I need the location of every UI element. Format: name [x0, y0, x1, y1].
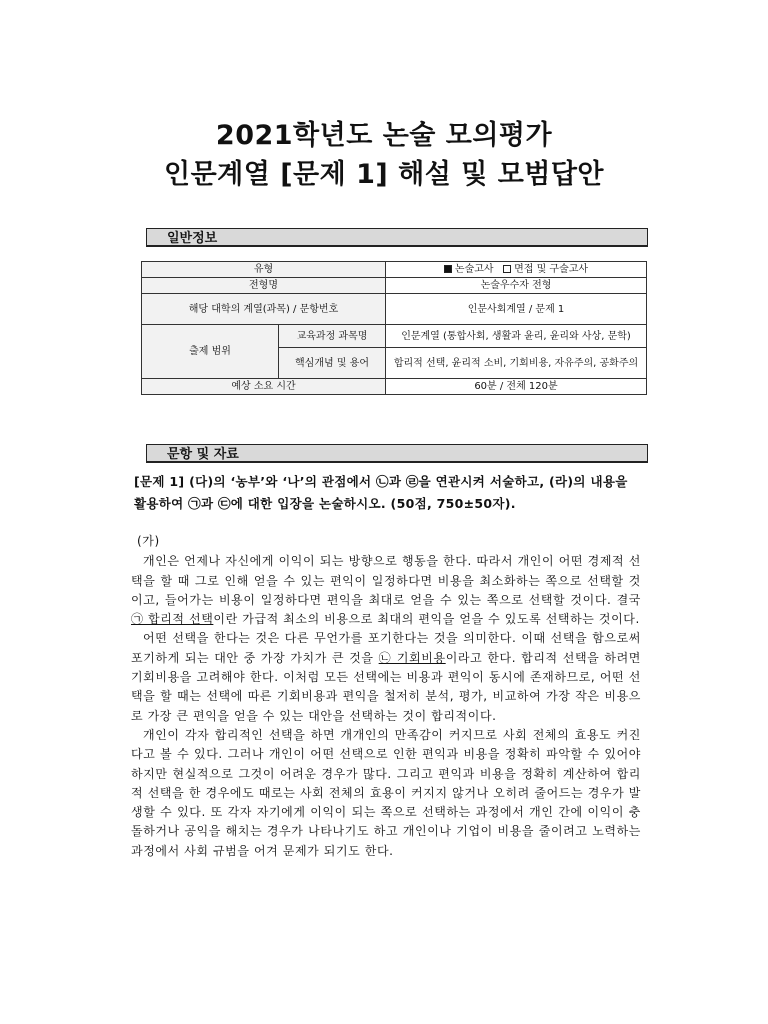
subject-label: 교육과정 과목명: [279, 325, 386, 348]
question-text: [문제 1] (다)의 ‘농부’와 ‘나’의 관점에서 ㉡과 ㉣을 연관시켜 서술하고, (라)의 내용을 활용하여 ㉠과 ㉢에 대한 입장을 논술하시오. (50점, 750±50자).: [134, 474, 628, 511]
paragraph-text: 개인은 언제나 자신에게 이익이 되는 방향으로 행동을 한다. 따라서 개인이 어떤 경제적 선택을 할 때 그로 인해 얻을 수 있는 편익이 일정하다면 비용을 최소화하는 쪽으로 선택할 것이고, 들어가는 비용이 일정하다면 편익을 최대로 얻을 수 있는 쪽으로 선택할 것이다. 결국: [131, 554, 641, 607]
concept-value: 합리적 선택, 윤리적 소비, 기회비용, 자유주의, 공화주의: [386, 348, 647, 379]
selection-label: 전형명: [142, 278, 386, 294]
section-header-general-info: 일반정보: [146, 228, 648, 247]
table-row: [142, 294, 647, 325]
passage-paragraph: [131, 552, 641, 629]
underlined-term-opportunity-cost: ㉡ 기회비용: [378, 650, 446, 665]
paragraph-text: 이란 가급적 최소의 비용으로 최대의 편익을 얻을 수 있도록 선택하는 것이다.: [213, 612, 640, 627]
concept-label: 핵심개념 및 용어: [279, 348, 386, 379]
unchecked-box-icon: [503, 265, 511, 273]
passage-paragraph: 개인이 각자 합리적인 선택을 하면 개개인의 만족감이 커지므로 사회 전체의 효용도 커진다고 볼 수 있다. 그러나 개인이 어떤 선택으로 인한 편익과 비용을 정확히 파악할 수 있어야 하지만 현실적으로 그것이 어려운 경우가 많다. 그리고 편익과 비용을 정확히 계산하여 합리적 선택을 한 경우에도 때로는 사회 전체의 효용이 커지지 않거나 오히려 줄어드는 경우가 발생할 수 있다. 또 각자 자기에게 이익이 되는 쪽으로 선택하는 과정에서 개인 간에 이익이 충돌하거나 공익을 해치는 경우가 나타나기도 하고 개인이나 기업이 비용을 줄이려고 노력하는 과정에서 사회 규범을 어겨 문제가 되기도 한다.: [131, 727, 641, 858]
type-option-interview: 면접 및 구술고사: [514, 264, 589, 275]
passage: [131, 532, 641, 861]
selection-value: 논술우수자 전형: [386, 278, 647, 294]
type-option-essay: 논술고사: [454, 264, 494, 275]
underlined-term-rational-choice: ㉠ 합리적 선택: [131, 612, 214, 627]
type-label: 유형: [142, 262, 386, 278]
field-value: 인문사회계열 / 문제 1: [386, 294, 647, 325]
table-row: [142, 325, 647, 348]
table-row: [142, 262, 647, 278]
info-table: [141, 261, 647, 395]
time-label: 예상 소요 시간: [142, 379, 386, 395]
subject-value: 인문계열 (통합사회, 생활과 윤리, 윤리와 사상, 문학): [386, 325, 647, 348]
checked-box-icon: [444, 265, 452, 273]
table-row: [142, 278, 647, 294]
paragraph-text: 이라고 한다. 합리적 선택을 하려면 기회비용을 고려해야 한다. 이처럼 모든 선택에는 비용과 편익이 동시에 존재하므로, 어떤 선택을 할 때는 선택에 따른 기회비용과 편익을 철저히 분석, 평가, 비교하여 가장 작은 비용으로 가장 큰 편익을 얻을 수 있는 대안을 선택하는 것이 합리적이다.: [131, 650, 641, 723]
type-value: [386, 262, 647, 278]
time-value: 60분 / 전체 120분: [386, 379, 647, 395]
paragraph-text: 어떤 선택을 한다는 것은 다른 무언가를 포기한다는 것을 의미한다. 이때 선택을 함으로써 포기하게 되는 대안 중 가장 가치가 큰 것을: [131, 631, 641, 665]
field-label: 해당 대학의 계열(과목) / 문항번호: [142, 294, 386, 325]
document-subtitle: 인문계열 [문제 1] 해설 및 모범답안: [163, 159, 605, 190]
section-header-questions: 문항 및 자료: [146, 444, 648, 463]
document-title: 2021학년도 논술 모의평가: [215, 120, 553, 151]
table-row: [142, 379, 647, 395]
passage-paragraph: [131, 629, 641, 725]
scope-label: 출제 범위: [142, 325, 279, 379]
passage-label: (가): [137, 534, 160, 548]
